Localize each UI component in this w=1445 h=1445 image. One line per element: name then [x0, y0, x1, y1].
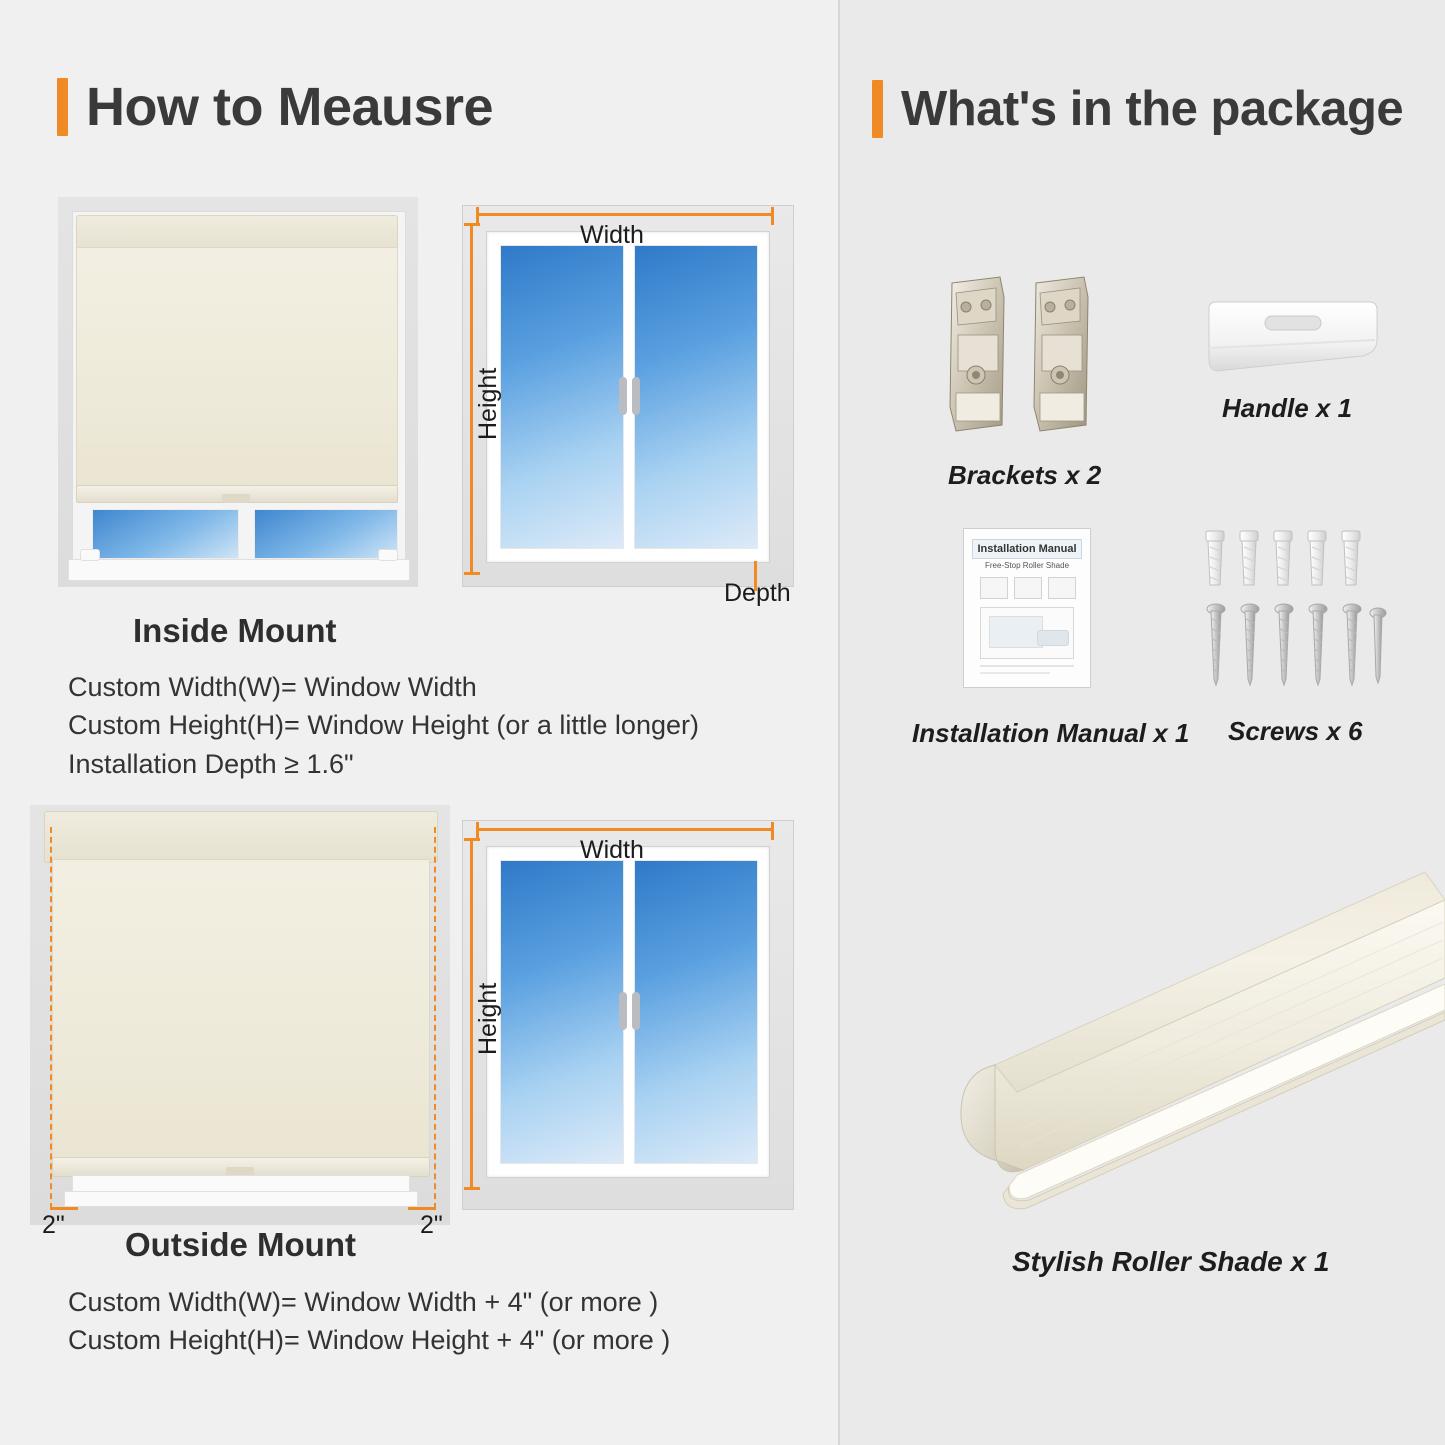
manual-diagram-box — [980, 607, 1074, 659]
window-handle-right — [632, 992, 640, 1030]
manual-title-box — [972, 539, 1082, 559]
height-tick-bottom — [464, 1187, 480, 1190]
manual-thumb-1 — [980, 577, 1008, 599]
screws-image — [1200, 525, 1390, 695]
width-tick-right — [771, 822, 774, 840]
right-extent-dashed-line — [434, 827, 436, 1209]
window-glass-right — [634, 245, 758, 549]
screws-svg — [1200, 525, 1390, 695]
left-heading-text: How to Meausre — [86, 77, 494, 137]
brackets-label: Brackets x 2 — [948, 460, 1102, 490]
width-label: Width — [580, 836, 644, 864]
accent-bar — [872, 80, 883, 138]
roller-shade-svg — [905, 860, 1445, 1240]
inside-mount-caption: Inside Mount — [133, 612, 337, 649]
installation-manual-image — [963, 528, 1091, 688]
window-sill-front — [64, 1191, 418, 1207]
window-handle-left — [619, 377, 627, 415]
width-dimension-line — [476, 213, 774, 216]
height-tick-bottom — [464, 572, 480, 575]
handle-svg — [1203, 300, 1383, 380]
manual-thumb-3 — [1048, 577, 1076, 599]
sill-clip-left — [80, 549, 100, 561]
window-glass-left — [92, 509, 239, 559]
left-heading — [57, 76, 493, 138]
outside-mount-caption: Outside Mount — [125, 1226, 356, 1263]
headrail — [44, 811, 438, 863]
left-margin-line — [50, 1207, 78, 1210]
right-heading-text: What's in the package — [901, 82, 1404, 136]
right-margin-label: 2" — [420, 1211, 443, 1239]
window-glass-right — [254, 509, 398, 559]
handle-label: Handle x 1 — [1222, 393, 1353, 423]
width-label: Width — [580, 221, 644, 249]
manual-thumb-2 — [1014, 577, 1042, 599]
manual-line-1 — [980, 665, 1074, 667]
manual-line-2 — [980, 672, 1050, 674]
screws-label: Screws x 6 — [1228, 716, 1363, 746]
right-margin-line — [408, 1207, 436, 1210]
manual-cover-subtitle: Free-Stop Roller Shade — [984, 561, 1070, 570]
window-handle-right — [632, 377, 640, 415]
outside-mount-notes — [68, 1283, 670, 1360]
window-glass-right — [634, 860, 758, 1164]
brackets-svg — [938, 275, 1108, 440]
window-handle-left — [619, 992, 627, 1030]
roller-shade-image — [905, 860, 1445, 1240]
accent-bar — [57, 78, 68, 136]
right-heading — [872, 80, 1403, 138]
outside-mount-measure-window — [462, 820, 794, 1210]
height-dimension-line — [470, 223, 473, 575]
brackets-image — [938, 275, 1108, 440]
panel-divider — [838, 0, 840, 1445]
shade-fabric — [52, 859, 430, 1161]
shade-fabric — [76, 247, 398, 489]
left-margin-label: 2" — [42, 1211, 65, 1239]
left-extent-dashed-line — [50, 827, 52, 1209]
inside-note-3: Installation Depth ≥ 1.6" — [68, 748, 354, 779]
width-dimension-line — [476, 828, 774, 831]
roller-shade-label: Stylish Roller Shade x 1 — [1012, 1246, 1330, 1277]
bottom-rail-grip — [222, 494, 250, 503]
inside-note-2: Custom Height(H)= Window Height (or a little longer) — [68, 710, 699, 741]
width-tick-right — [771, 207, 774, 225]
inside-mount-measure-window — [462, 205, 794, 607]
headrail — [76, 215, 398, 251]
window-glass-left — [500, 245, 624, 549]
height-tick-top — [464, 838, 480, 841]
height-dimension-line — [470, 838, 473, 1190]
outside-mount-shade-illustration — [30, 805, 450, 1239]
window-glass-left — [500, 860, 624, 1164]
inside-mount-shade-illustration — [58, 197, 418, 587]
manual-cover-title: Installation Manual — [977, 543, 1077, 555]
outside-note-2: Custom Height(H)= Window Height + 4" (or more ) — [68, 1325, 671, 1356]
installation-manual-label: Installation Manual x 1 — [912, 718, 1190, 748]
sill-clip-right — [378, 549, 398, 561]
inside-note-1: Custom Width(W)= Window Width — [68, 672, 477, 702]
height-tick-top — [464, 223, 480, 226]
inside-mount-notes — [68, 668, 699, 783]
height-label: Height — [474, 367, 502, 440]
handle-image — [1203, 300, 1383, 380]
height-label: Height — [474, 982, 502, 1055]
outside-note-1: Custom Width(W)= Window Width + 4" (or more ) — [68, 1287, 659, 1317]
depth-label: Depth — [724, 579, 791, 607]
window-sill — [68, 559, 410, 581]
